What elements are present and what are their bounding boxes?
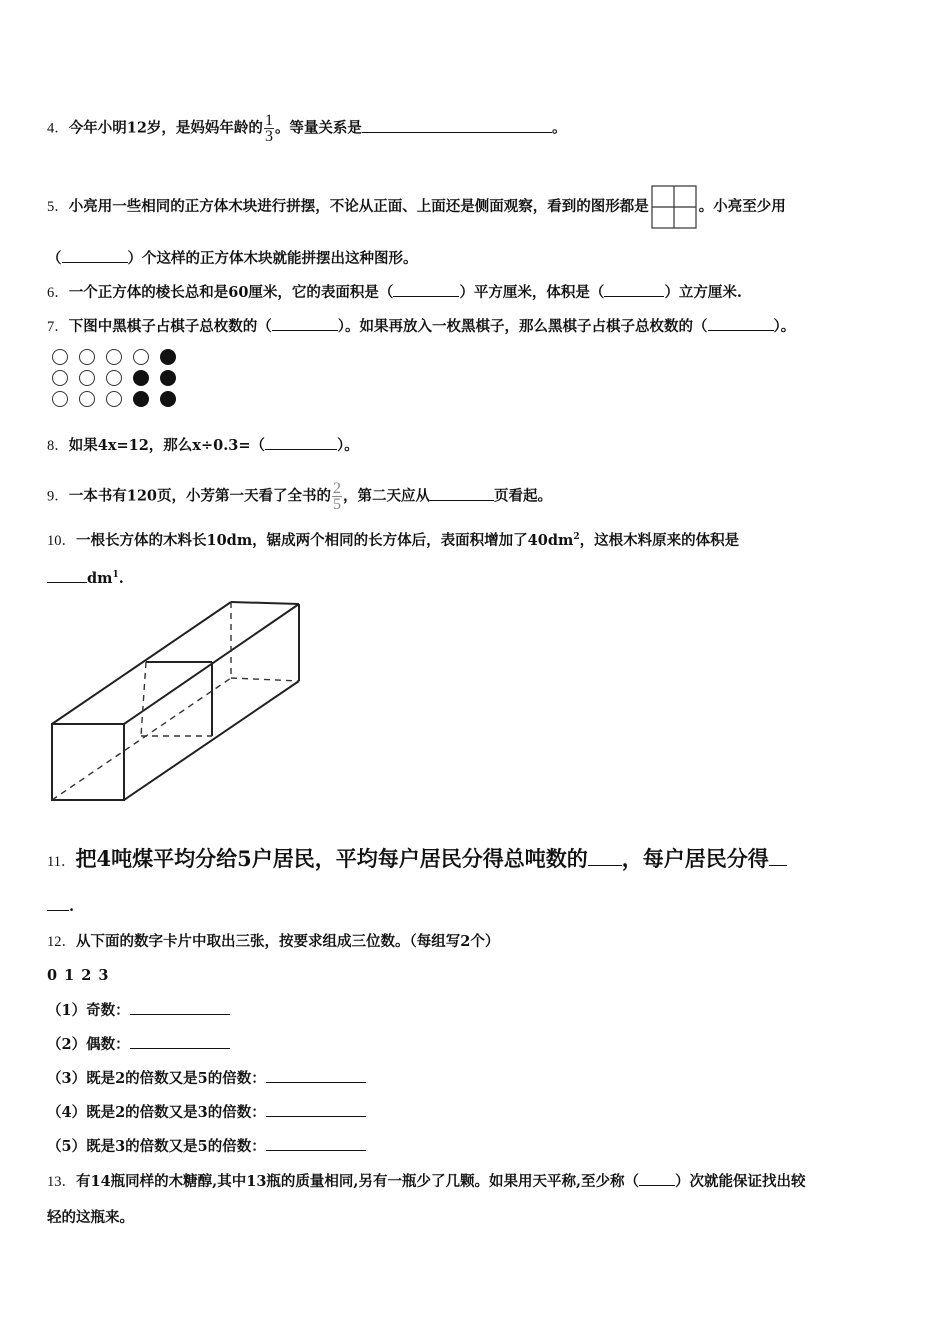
- question-4: 4．今年小明12岁，是妈妈年龄的 $\frac{1}{3}$ 。等量关系是 。: [47, 112, 567, 145]
- black-stone: [133, 391, 149, 407]
- question-13: 13．有14瓶同样的木糖醇,其中13瓶的质量相同,另有一瓶少了几颗。如果用天平称,至少称（ ）次就能保证找出较: [47, 1173, 806, 1190]
- q12-item-5: （5）既是3的倍数又是5的倍数：: [47, 1136, 366, 1157]
- question-number: 5．: [47, 199, 69, 215]
- answer-blank[interactable]: [588, 845, 622, 866]
- square-grid-figure: [651, 185, 697, 229]
- question-number: 12．: [47, 934, 76, 950]
- answer-blank[interactable]: [604, 282, 664, 297]
- answer-blank[interactable]: [265, 435, 337, 450]
- cuboid-wood-figure: [44, 596, 306, 806]
- white-stone: [52, 370, 68, 386]
- question-7: 7．下图中黑棋子占棋子总枚数的（ ）。如果再放入一枚黑棋子，那么黑棋子占棋子总枚数的（ ）。: [47, 318, 796, 335]
- question-10-line-2: $dm^1$.: [47, 565, 124, 589]
- answer-blank[interactable]: [266, 1136, 366, 1151]
- digit-cards: 0 1 2 3: [47, 967, 109, 984]
- answer-blank[interactable]: [272, 316, 338, 331]
- question-number: 11．: [47, 854, 76, 870]
- answer-blank[interactable]: [639, 1171, 675, 1186]
- fraction-one-third: $\frac{1}{3}$: [264, 112, 273, 145]
- white-stone: [52, 391, 68, 407]
- answer-blank[interactable]: [266, 1102, 366, 1117]
- question-13-line-2: 轻的这瓶来。: [47, 1209, 134, 1226]
- answer-blank[interactable]: [266, 1068, 366, 1083]
- black-stone: [160, 370, 176, 386]
- black-stone: [160, 391, 176, 407]
- answer-blank[interactable]: [47, 568, 87, 583]
- q12-item-4: （4）既是2的倍数又是3的倍数：: [47, 1102, 366, 1123]
- white-stone: [106, 370, 122, 386]
- answer-blank[interactable]: [62, 248, 128, 263]
- q12-item-2: （2）偶数：: [47, 1034, 230, 1055]
- question-5: 5．小亮用一些相同的正方体木块进行拼摆，不论从正面、上面还是侧面观察，看到的图形都是 。小亮至少用: [47, 185, 786, 229]
- fraction-two-fifths: $\frac{2}{5}$: [333, 480, 342, 513]
- white-stone: [106, 349, 122, 365]
- question-number: 7．: [47, 319, 69, 335]
- white-stone: [79, 370, 95, 386]
- question-number: 10．: [47, 532, 76, 549]
- black-stone: [160, 349, 176, 365]
- question-number: 8．: [47, 438, 69, 454]
- question-11-line-2: .: [47, 896, 74, 917]
- black-stone: [133, 370, 149, 386]
- q12-item-1: （1）奇数：: [47, 1000, 230, 1021]
- answer-blank[interactable]: [130, 1000, 230, 1015]
- question-number: 13．: [47, 1174, 76, 1190]
- answer-blank[interactable]: [393, 282, 459, 297]
- answer-blank[interactable]: [708, 316, 774, 331]
- question-number: 6．: [47, 285, 69, 301]
- answer-blank[interactable]: [130, 1034, 230, 1049]
- white-stone: [79, 391, 95, 407]
- answer-blank[interactable]: [362, 118, 552, 133]
- question-11: 11．把4吨煤平均分给5户居民，平均每户居民分得总吨数的 ，每户居民分得: [47, 845, 787, 875]
- question-number: 4．: [47, 120, 69, 137]
- answer-blank[interactable]: [430, 486, 494, 501]
- white-stone: [79, 349, 95, 365]
- question-10: 10．一根长方体的木料长10dm，锯成两个相同的长方体后，表面积增加了$40dm^2$，这根木料原来的体积是: [47, 531, 740, 549]
- question-12: 12．从下面的数字卡片中取出三张，按要求组成三位数。（每组写2个）: [47, 933, 500, 950]
- question-5-line-2: （ ）个这样的正方体木块就能拼摆出这种图形。: [47, 250, 418, 267]
- white-stone: [133, 349, 149, 365]
- q12-item-3: （3）既是2的倍数又是5的倍数：: [47, 1068, 366, 1089]
- answer-blank-cont[interactable]: [47, 896, 69, 911]
- answer-blank[interactable]: [769, 845, 787, 866]
- question-6: 6．一个正方体的棱长总和是60厘米，它的表面积是（ ）平方厘米，体积是（ ）立方厘米.: [47, 284, 742, 301]
- white-stone: [106, 391, 122, 407]
- white-stone: [52, 349, 68, 365]
- question-8: 8．如果4x=12，那么x÷0.3=（ ）。: [47, 437, 359, 454]
- question-number: 9．: [47, 488, 69, 505]
- question-9: 9．一本书有120页，小芳第一天看了全书的 $\frac{2}{5}$ ，第二天应从 页看起。: [47, 480, 553, 513]
